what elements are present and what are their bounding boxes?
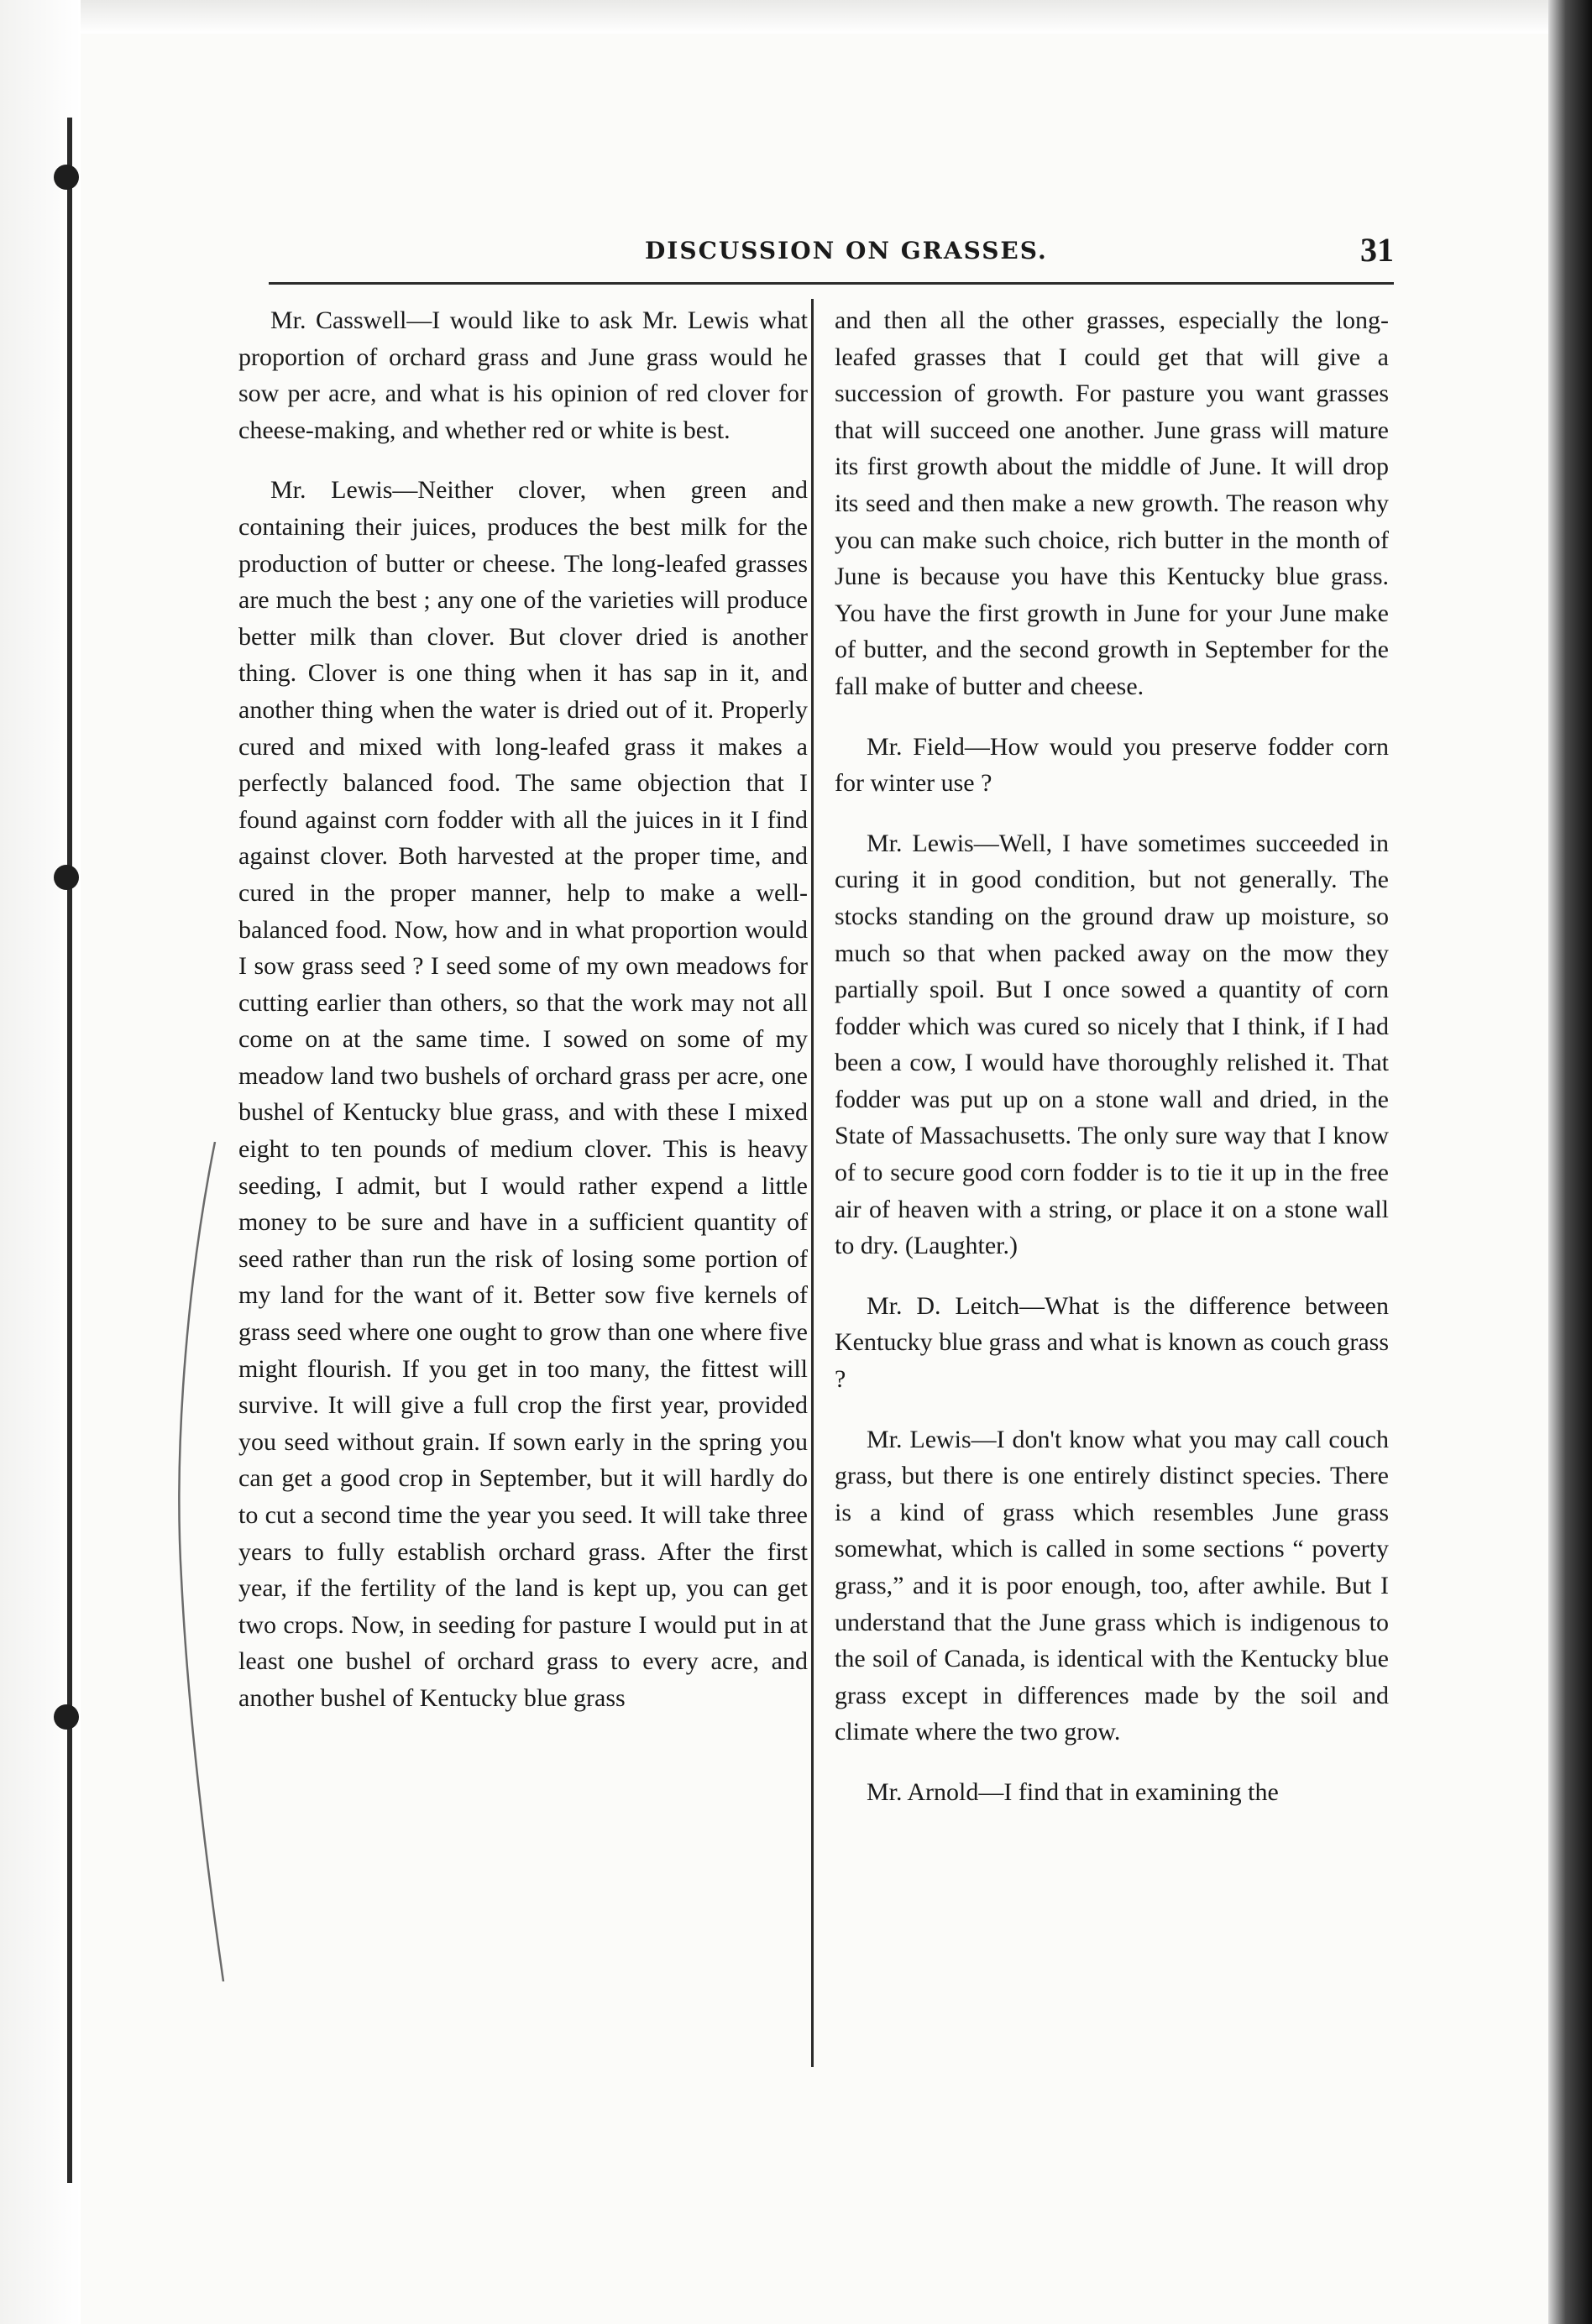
binding-line (67, 118, 72, 2183)
binding-stitch-mark (54, 865, 79, 890)
column-divider (811, 299, 814, 2067)
header-rule (269, 282, 1394, 285)
page-header (269, 230, 1394, 280)
paragraph: and then all the other grasses, especially the long-leafed grasses that I could get that will give a succession of growth. For pasture you want grasses that will succeed one another. June grass will mature its first growth about the middle of June. It will drop its seed and then make a new growth. The reason why you can make such choice, rich butter in the month of June is because you have this Kentucky blue grass. You have the first growth in June for your June make of butter, and the second growth in September for the fall make of butter and cheese. (835, 306, 1389, 700)
page-number: 31 (1360, 231, 1394, 269)
paragraph: Mr. Field—How would you preserve fodder corn for winter use ? (835, 732, 1389, 798)
paragraph: Mr. Lewis—I don't know what you may call couch grass, but there is one entirely distinct species. There is a kind of grass which resembles June grass somewhat, which is called in some sections “ poverty grass,” and it is poor enough, too, after awhile. But I understand that the June grass which is indigenous to the soil of Canada, is identical with the Kentucky blue grass except in differences made by the soil and climate where the two grow. (835, 1425, 1389, 1746)
pencil-margin-mark (165, 1142, 232, 1981)
paragraph: Mr. D. Leitch—What is the difference between Kentucky blue grass and what is known as couch grass ? (835, 1291, 1389, 1394)
paragraph: Mr. Arnold—I find that in examining the (867, 1777, 1279, 1806)
paragraph: Mr. Lewis—Well, I have sometimes succeeded in curing it in good condition, but not generally. The stocks standing on the ground draw up moisture, so much so that when packed away on the mow they partially spoil. But I once sowed a quantity of corn fodder which was cured so nicely that I think, if I had been a cow, I would have thoroughly relished it. That fodder was put up on a stone wall and dried, in the State of Massachusetts. The only sure way that I know of to secure good corn fodder is to tie it up in the free air of heaven with a string, or place it on a stone wall to dry. (Laughter.) (835, 829, 1389, 1260)
paragraph: Mr. Casswell—I would like to ask Mr. Lewis what proportion of orchard grass and June grass would he sow per acre, and what is his opinion of red clover for cheese-making, and whether red or white is best. (238, 306, 808, 444)
left-text-column (238, 302, 808, 1717)
top-page-edge (0, 0, 1592, 34)
right-page-edge (1548, 0, 1592, 2324)
paragraph: Mr. Lewis—Neither clover, when green and containing their juices, produces the best milk for the production of butter or cheese. The long-leafed grasses are much the best ; any one of the varieties will produce better milk than clover. But clover dried is another thing. Clover is one thing when it has sap in it, and another thing when the water is dried out of it. Properly cured and mixed with long-leafed grass it makes a perfectly balanced food. The same objection that I found against corn fodder with all the juices in it I find against clover. Both harvested at the proper time, and cured in the proper manner, help to make a well-balanced food. Now, how and in what proportion would I sow grass seed ? I seed some of my own meadows for cutting earlier than others, so that the work may not all come on at the same time. I sowed on some of my meadow land two bushels of orchard grass per acre, one bushel of Kentucky blue grass, and with these I mixed eight to ten pounds of medium clover. This is heavy seeding, I admit, but I would rather expend a little money to be sure and have in a sufficient quantity of seed rather than run the risk of losing some portion of my land for the want of it. Better sow five kernels of grass seed where one ought to grow than one where five might flourish. If you get in too many, the fittest will survive. It will give a full crop the first year, provided you seed without grain. If sown early in the spring you can get a good crop in September, but it will hardly do to cut a second time the year you seed. It will take three years to fully establish orchard grass. After the first year, if the fertility of the land is kept up, you can get two crops. Now, in seeding for pasture I would put in at least one bushel of orchard grass to every acre, and another bushel of Kentucky blue grass (238, 476, 808, 1712)
binding-stitch-mark (54, 165, 79, 190)
running-head: DISCUSSION ON GRASSES. (645, 237, 1048, 264)
right-text-column (835, 302, 1389, 1811)
binding-stitch-mark (54, 1704, 79, 1730)
